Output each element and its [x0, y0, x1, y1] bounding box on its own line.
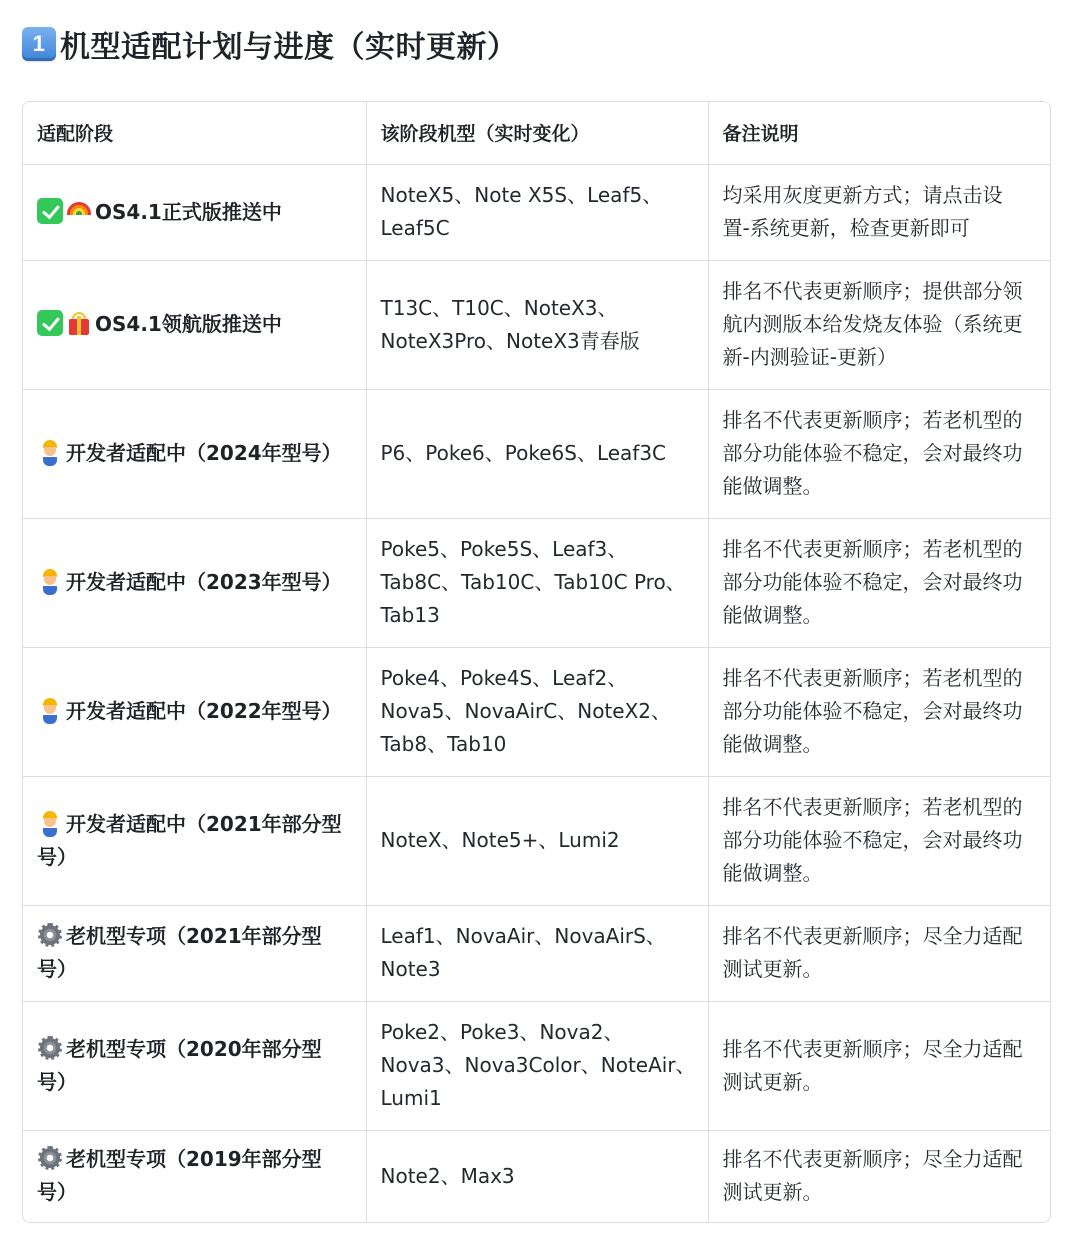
table-row	[23, 647, 1050, 776]
worker-icon	[37, 439, 63, 465]
models-cell: Poke4、Poke4S、Leaf2、Nova5、NovaAirC、NoteX2、Tab8、Tab10	[366, 647, 708, 776]
keycap-one-icon: 1	[22, 27, 56, 61]
models-cell: NoteX、Note5+、Lumi2	[366, 776, 708, 905]
adaptation-table	[22, 101, 1051, 1223]
models-cell: NoteX5、Note X5S、Leaf5、Leaf5C	[366, 164, 708, 260]
stage-cell	[23, 1001, 366, 1130]
stage-label: 开发者适配中（2021年部分型号）	[37, 811, 342, 869]
notes-cell: 排名不代表更新顺序；若老机型的部分功能体验不稳定，会对最终功能做调整。	[708, 518, 1050, 647]
notes-cell: 排名不代表更新顺序；提供部分领航内测版本给发烧友体验（系统更新-内测验证-更新）	[708, 260, 1050, 389]
stage-cell	[23, 518, 366, 647]
worker-icon	[37, 568, 63, 594]
models-cell: Poke5、Poke5S、Leaf3、Tab8C、Tab10C、Tab10C Pro、Tab13	[366, 518, 708, 647]
models-cell: Note2、Max3	[366, 1130, 708, 1222]
stage-label: 老机型专项（2019年部分型号）	[37, 1147, 322, 1205]
stage-cell	[23, 905, 366, 1001]
column-header-notes: 备注说明	[708, 102, 1050, 164]
gift-icon	[66, 310, 92, 336]
table-row	[23, 776, 1050, 905]
table-row	[23, 518, 1050, 647]
stage-label: 老机型专项（2020年部分型号）	[37, 1036, 322, 1094]
stage-label: OS4.1正式版推送中	[95, 199, 282, 224]
notes-cell: 排名不代表更新顺序；若老机型的部分功能体验不稳定，会对最终功能做调整。	[708, 647, 1050, 776]
notes-cell: 排名不代表更新顺序；尽全力适配测试更新。	[722, 1147, 1023, 1205]
stage-label: OS4.1领航版推送中	[95, 312, 282, 336]
page-title-text: 机型适配计划与进度（实时更新）	[60, 30, 518, 65]
notes-cell: 均采用灰度更新方式；请点击设置-系统更新，检查更新即可	[708, 164, 1050, 260]
stage-cell	[23, 647, 366, 776]
column-header-models: 该阶段机型（实时变化）	[366, 102, 708, 164]
stage-cell	[23, 260, 366, 389]
gear-icon	[37, 922, 63, 948]
notes-cell: 排名不代表更新顺序；尽全力适配测试更新。	[708, 1001, 1050, 1130]
gear-icon	[37, 1145, 63, 1171]
page-title	[22, 22, 518, 66]
stage-cell	[23, 776, 366, 905]
table-row	[23, 389, 1050, 518]
worker-icon	[37, 810, 63, 836]
gear-icon	[37, 1035, 63, 1061]
stage-cell	[23, 1130, 366, 1222]
table-row	[23, 164, 1050, 260]
column-header-stage: 适配阶段	[23, 102, 366, 164]
table-row	[23, 1001, 1050, 1130]
worker-icon	[37, 697, 63, 723]
stage-label: 开发者适配中（2022年型号）	[66, 699, 342, 723]
notes-cell: 排名不代表更新顺序；若老机型的部分功能体验不稳定，会对最终功能做调整。	[708, 389, 1050, 518]
stage-label: 开发者适配中（2023年型号）	[66, 570, 342, 594]
models-cell: Poke2、Poke3、Nova2、Nova3、Nova3Color、NoteAir、Lumi1	[366, 1001, 708, 1130]
rainbow-icon	[66, 198, 92, 224]
models-cell: T13C、T10C、NoteX3、NoteX3Pro、NoteX3青春版	[366, 260, 708, 389]
stage-cell	[23, 164, 366, 260]
stage-cell	[23, 389, 366, 518]
notes-cell: 排名不代表更新顺序；若老机型的部分功能体验不稳定，会对最终功能做调整。	[708, 776, 1050, 905]
table-header-row	[23, 102, 1050, 164]
check-icon	[37, 198, 63, 224]
table-row	[23, 905, 1050, 1001]
table-row	[23, 260, 1050, 389]
models-cell: P6、Poke6、Poke6S、Leaf3C	[366, 389, 708, 518]
models-cell: Leaf1、NovaAir、NovaAirS、Note3	[366, 905, 708, 1001]
table-row	[23, 1130, 1050, 1222]
notes-cell: 排名不代表更新顺序；尽全力适配测试更新。	[708, 905, 1050, 1001]
check-icon	[37, 310, 63, 336]
stage-label: 开发者适配中（2024年型号）	[66, 441, 342, 465]
stage-label: 老机型专项（2021年部分型号）	[37, 924, 322, 981]
